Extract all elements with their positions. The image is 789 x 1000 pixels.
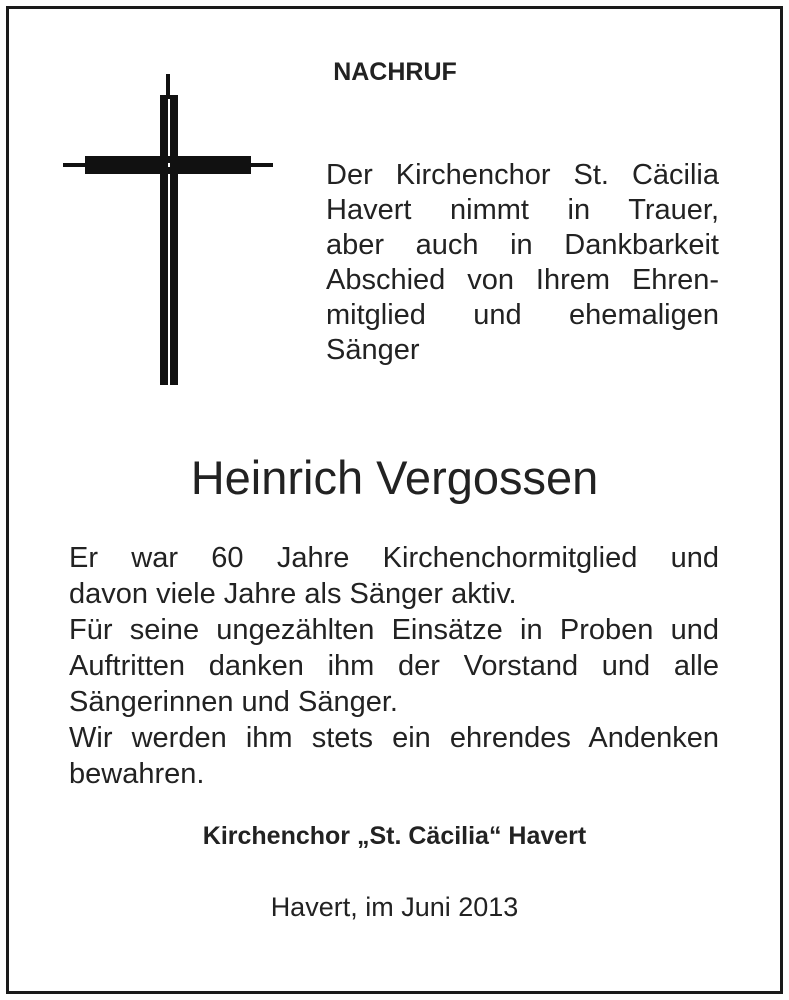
intro-line: Abschied von Ihrem Ehren- <box>326 264 719 296</box>
intro-text <box>326 158 719 368</box>
body-line: Auftritten danken ihm der Vorstand und alle <box>69 650 719 682</box>
body-line: bewahren. <box>69 758 205 790</box>
deceased-name: Heinrich Vergossen <box>190 451 599 504</box>
intro-line: Der Kirchenchor St. Cäcilia <box>326 159 719 191</box>
body-text <box>69 540 719 792</box>
notice-heading: NACHRUF <box>333 58 457 86</box>
place-date: Havert, im Juni 2013 <box>270 892 519 922</box>
cross-icon <box>63 74 273 386</box>
intro-line: Sänger <box>326 334 420 366</box>
signature: Kirchenchor „St. Cäcilia“ Havert <box>202 822 587 850</box>
intro-line: mitglied und ehemaligen <box>326 299 719 331</box>
body-line: davon viele Jahre als Sänger aktiv. <box>69 578 517 610</box>
intro-line: Havert nimmt in Trauer, <box>326 194 719 226</box>
body-line: Wir werden ihm stets ein ehrendes Andenken <box>69 722 719 754</box>
body-line: Sängerinnen und Sänger. <box>69 686 398 718</box>
body-line: Er war 60 Jahre Kirchenchormitglied und <box>69 542 719 574</box>
body-line: Für seine ungezählten Einsätze in Proben und <box>69 614 719 646</box>
intro-line: aber auch in Dankbarkeit <box>326 229 719 261</box>
